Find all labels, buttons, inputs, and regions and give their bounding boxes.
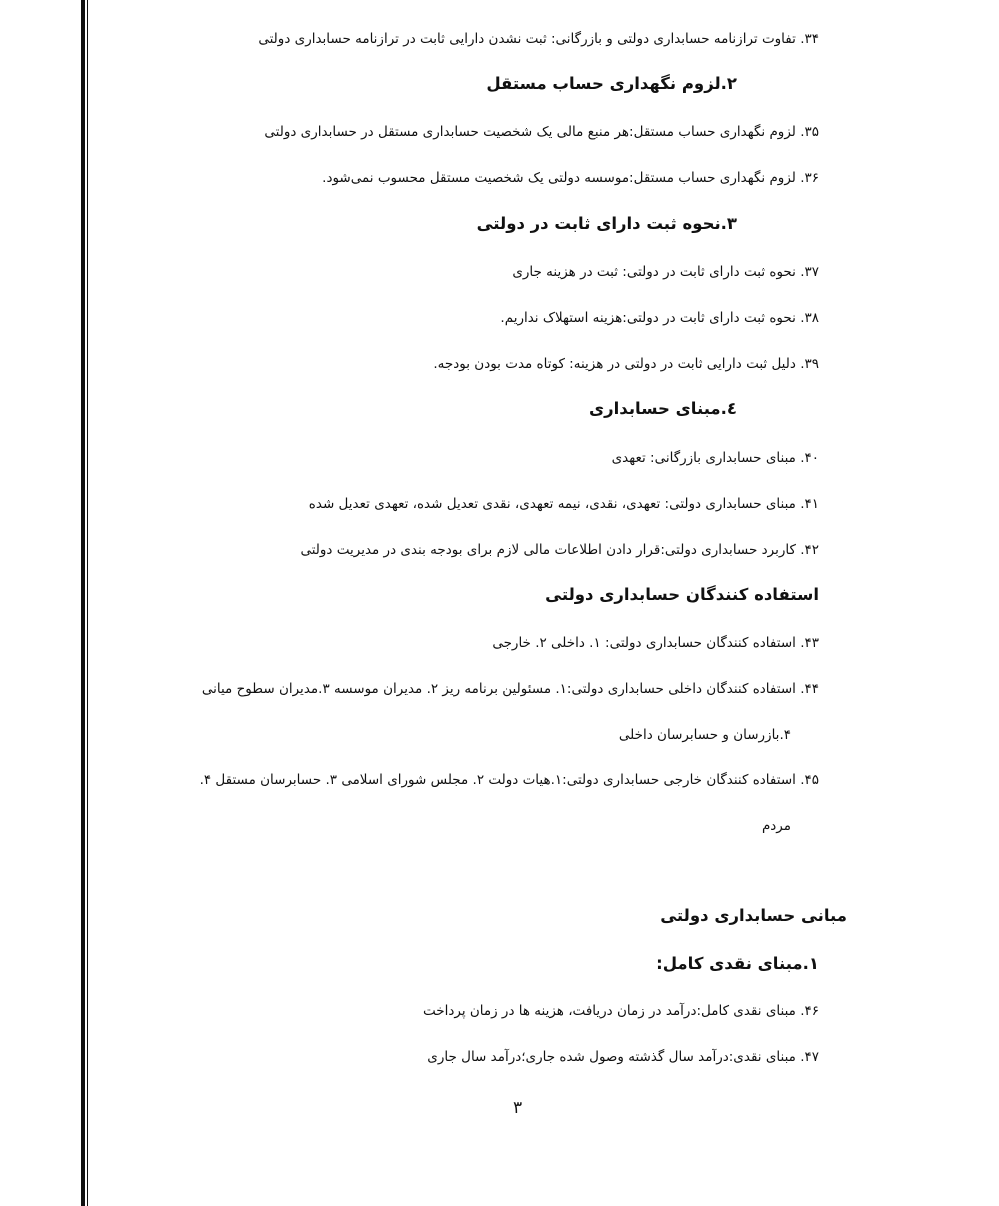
- item-number: ۴۰.: [800, 450, 819, 466]
- item-number: ۴۶.: [800, 1003, 819, 1019]
- item-number: ۳۹.: [800, 356, 819, 372]
- page-border-inner: [87, 0, 88, 1206]
- item-number: ۳۶.: [800, 170, 819, 186]
- list-item: [492, 635, 819, 651]
- page-number: ۳: [513, 1098, 523, 1118]
- item-text: استفاده کنندگان خارجی حسابداری دولتی:۱.هیات دولت ۲. مجلس شورای اسلامی ۳. حسابرسان مستقل ۴.: [199, 772, 796, 788]
- section-heading: ۲.لزوم نگهداری حساب مستقل: [486, 74, 737, 93]
- list-item: [200, 772, 819, 788]
- list-item: [202, 681, 819, 697]
- item-number: ۴۳.: [800, 635, 819, 651]
- item-text: مبنای حسابداری دولتی: تعهدی، نقدی، نیمه تعهدی، نقدی تعدیل شده، تعهدی تعدیل شده: [308, 496, 796, 512]
- section-heading: ۱.مبنای نقدی کامل:: [656, 954, 819, 973]
- item-number: ۴۲.: [800, 542, 819, 558]
- list-item: [264, 124, 819, 140]
- item-number: ۴۵.: [800, 772, 819, 788]
- list-item: [258, 31, 819, 47]
- item-number: ۴۷.: [800, 1049, 819, 1065]
- list-item: [423, 1003, 819, 1019]
- item-number: ۴۴.: [800, 681, 819, 697]
- item-text: لزوم نگهداری حساب مستقل:هر منبع مالی یک شخصیت حسابداری مستقل در حسابداری دولتی: [264, 124, 796, 140]
- list-item: [322, 170, 819, 186]
- item-number: ۳۴.: [800, 31, 819, 47]
- item-text: لزوم نگهداری حساب مستقل:موسسه دولتی یک شخصیت مستقل محسوب نمی‌شود.: [322, 170, 796, 186]
- item-text: کاربرد حسابداری دولتی:قرار دادن اطلاعات مالی لازم برای بودجه بندی در مدیریت دولتی: [300, 542, 796, 558]
- section-heading: ٤.مبنای حسابداری: [589, 399, 737, 418]
- list-item-continuation: مردم: [761, 818, 791, 834]
- section-title: مبانی حسابداری دولتی: [660, 906, 847, 925]
- item-text: دلیل ثبت دارایی ثابت در دولتی در هزینه: کوتاه مدت بودن بودجه.: [433, 356, 796, 372]
- item-text: مبنای نقدی:درآمد سال گذشته وصول شده جاری؛درآمد سال جاری: [427, 1049, 796, 1065]
- item-number: ۴۱.: [800, 496, 819, 512]
- item-text: مبنای نقدی کامل:درآمد در زمان دریافت، هزینه ها در زمان پرداخت: [423, 1003, 796, 1019]
- section-heading: ۳.نحوه ثبت دارای ثابت در دولتی: [476, 214, 737, 233]
- item-text: مبنای حسابداری بازرگانی: تعهدی: [611, 450, 796, 466]
- item-text: نحوه ثبت دارای ثابت در دولتی: ثبت در هزینه جاری: [512, 264, 796, 280]
- list-item-continuation: ۴.بازرسان و حسابرسان داخلی: [618, 727, 791, 743]
- item-text: تفاوت ترازنامه حسابداری دولتی و بازرگانی: ثبت نشدن دارایی ثابت در ترازنامه حسابداری دولتی: [258, 31, 796, 47]
- list-item: [433, 356, 819, 372]
- section-heading: استفاده کنندگان حسابداری دولتی: [545, 585, 819, 604]
- list-item: [300, 542, 819, 558]
- page-border-outer: [81, 0, 85, 1206]
- item-number: ۳۸.: [800, 310, 819, 326]
- list-item: [500, 310, 819, 326]
- item-text: استفاده کنندگان داخلی حسابداری دولتی:۱. مسئولین برنامه ریز ۲. مدیران موسسه ۳.مدیران سطوح میانی: [201, 681, 796, 697]
- item-text: نحوه ثبت دارای ثابت در دولتی:هزینه استهلاک نداریم.: [500, 310, 796, 326]
- list-item: [309, 496, 819, 512]
- list-item: [512, 264, 819, 280]
- item-text: استفاده کنندگان حسابداری دولتی: ۱. داخلی ۲. خارجی: [492, 635, 796, 651]
- item-number: ۳۷.: [800, 264, 819, 280]
- list-item: [612, 450, 819, 466]
- item-number: ۳۵.: [800, 124, 819, 140]
- list-item: [427, 1049, 819, 1065]
